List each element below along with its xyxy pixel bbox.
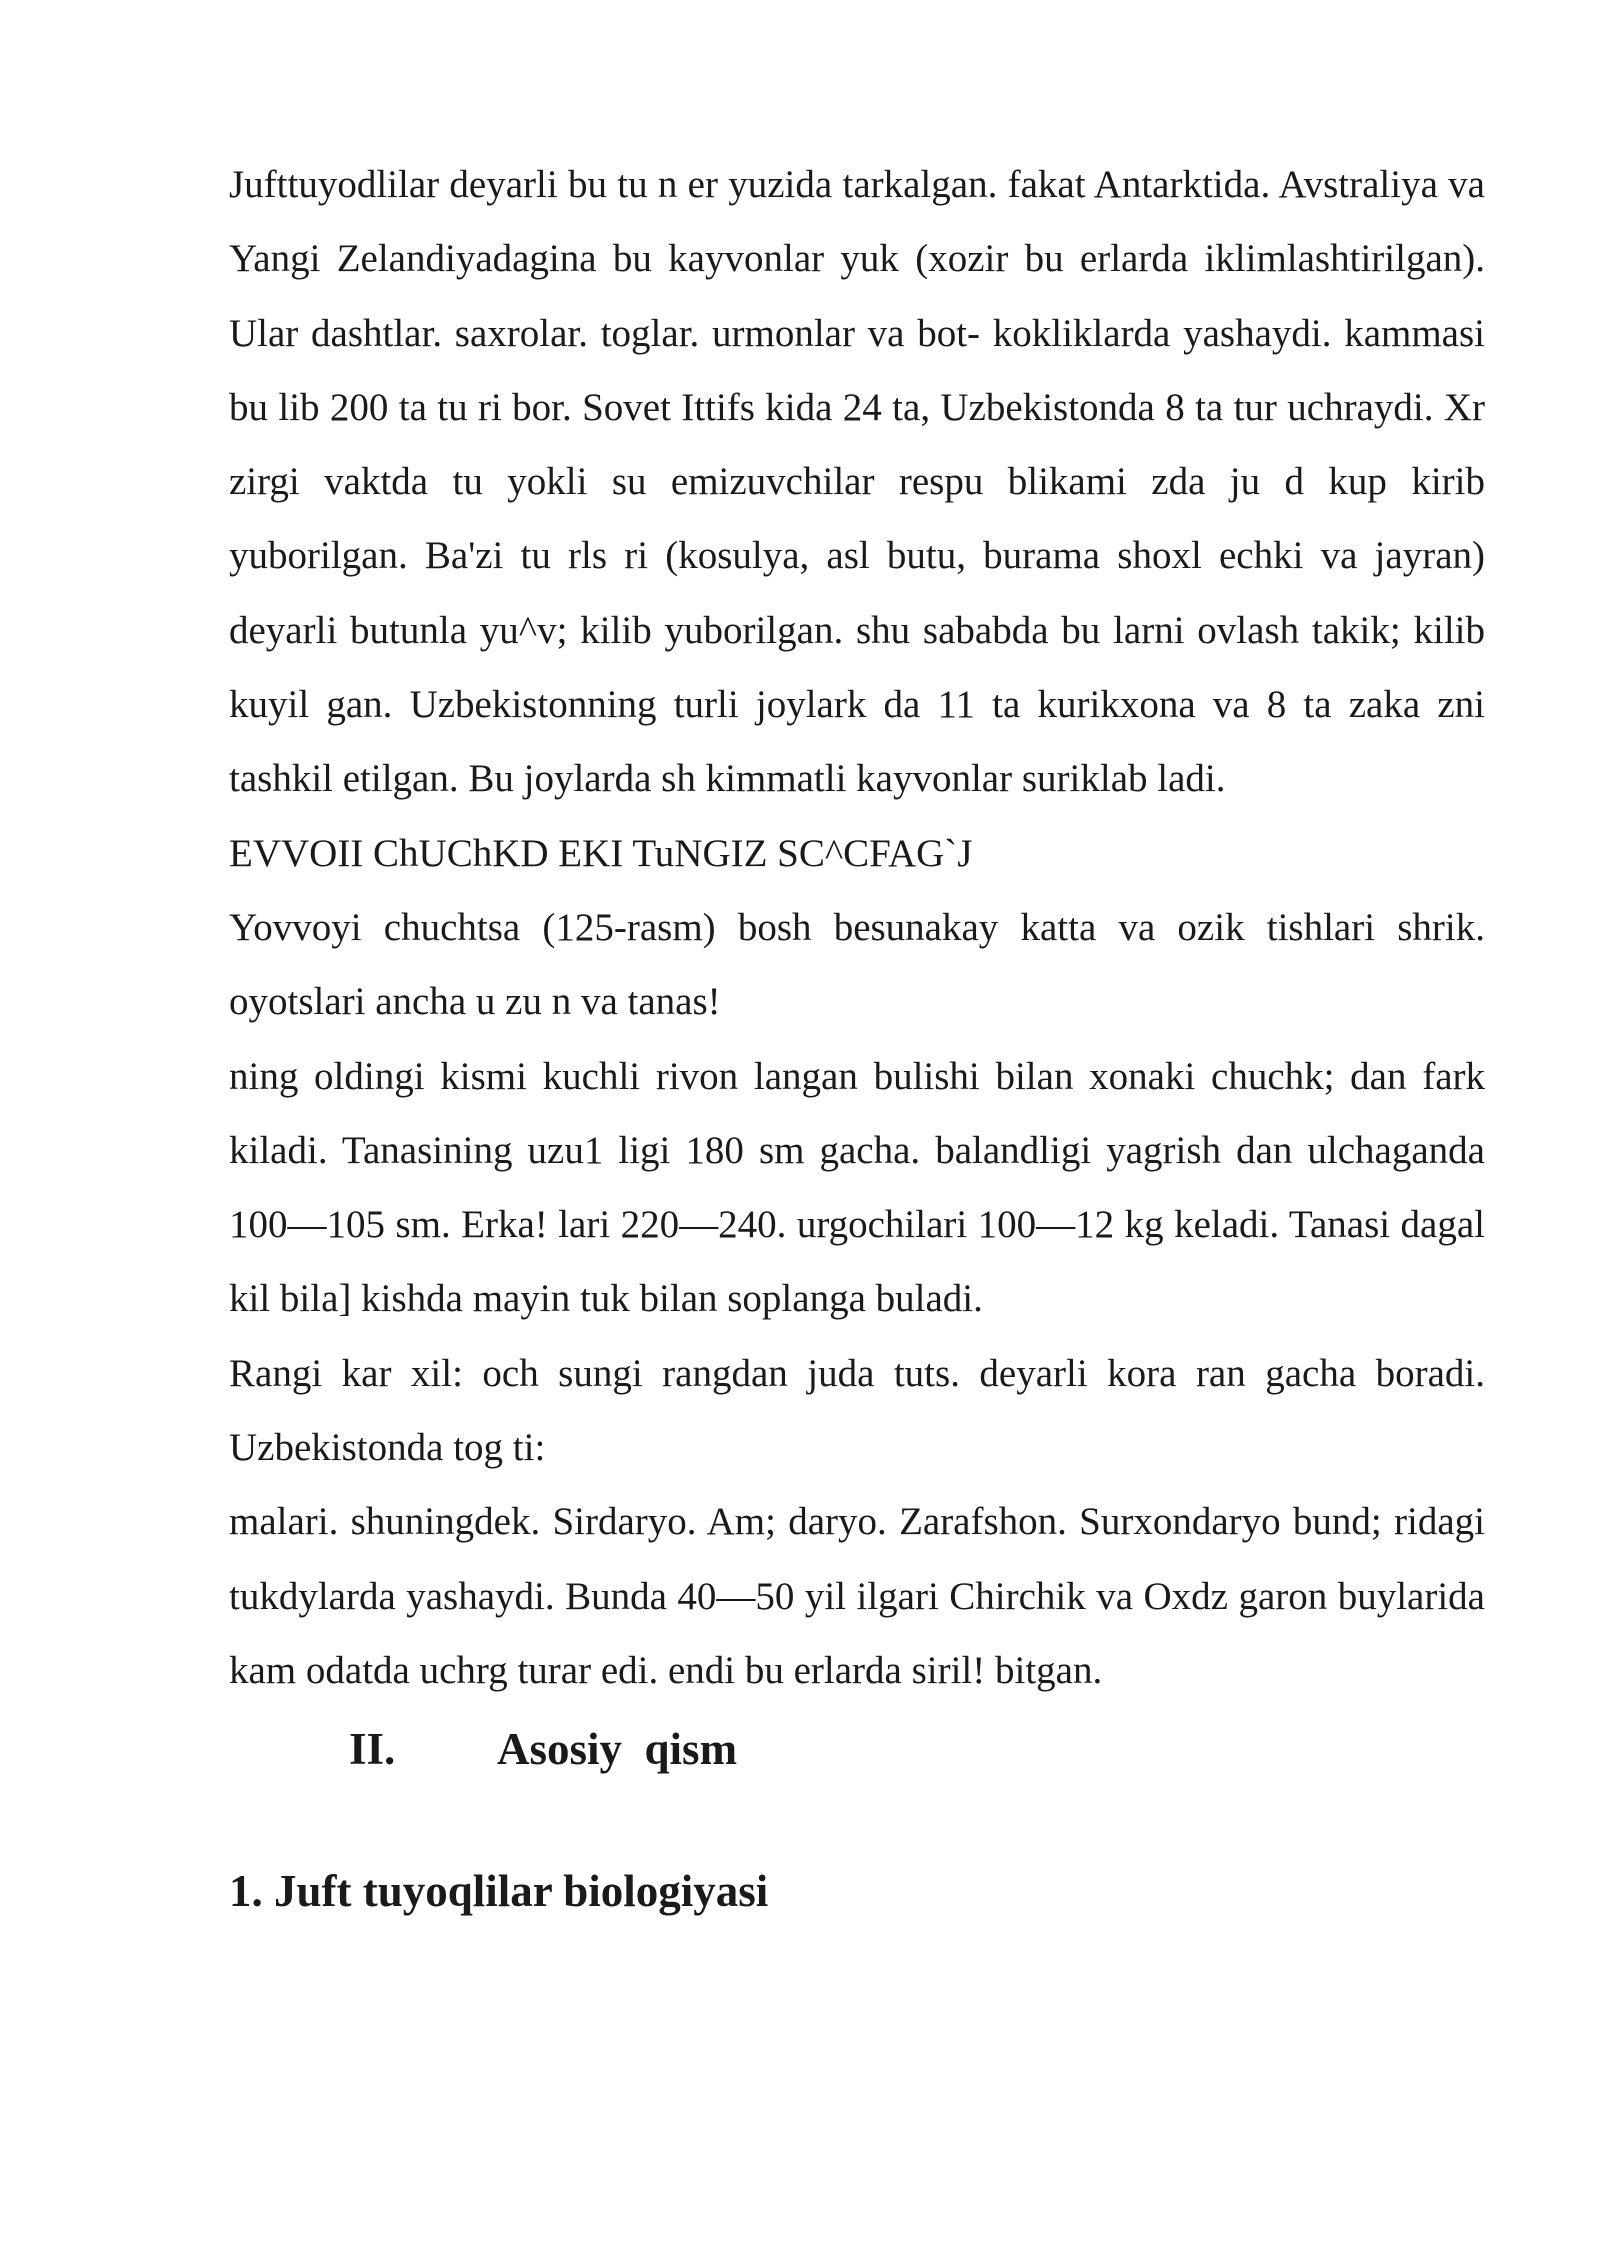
- section-number: II.: [349, 1724, 396, 1775]
- paragraph-coloration: Rangi kar xil: och sungi rangdan juda tuts. deyarli kora ran gacha boradi. Uzbekistonda tog ti:: [229, 1351, 1485, 1470]
- subsection-heading: 1. Juft tuyoqlilar biologiyasi: [229, 1866, 769, 1917]
- paragraph-habitat: malari. shuningdek. Sirdaryo. Am; daryo. Zarafshon. Surxondaryo bund; ridagi tukdylarda yashaydi. Bunda 40—50 yil ilgari Chirchik va Oxdz garon buylarida kam odatda uchrg turar edi. endi bu erlarda siril! bitgan.: [229, 1500, 1485, 1692]
- section-heading: [229, 1712, 1485, 1786]
- document-page: [229, 148, 1485, 1928]
- paragraph-distribution: Jufttuyodlilar deyarli bu tu n er yuzida tarkalgan. fakat Antarktida. Avstraliya va Yangi Zelandiyadagina bu kayvonlar yuk (xozir bu erlarda iklimlashtirilgan). Ular dashtlar. saxrolar. toglar. urmonlar va bot- kokliklarda yashaydi. kammasi bu lib 200 ta tu ri bor. Sovet Ittifs kida 24 ta, Uzbekistonda 8 ta tur uchraydi. Xr zirgi vaktda tu yokli su emizuvchilar respu blikami zda ju d kup kirib yuborilgan. Ba'zi tu rls ri (kosulya, asl butu, burama shoxl echki va jayran) deyarli butunla yu^v; kilib yuborilgan. shu sababda bu larni ovlash takik; kilib kuyil gan. Uzbekistonning turli joylark da 11 ta kurikxona va 8 ta zaka zni tashkil etilgan. Bu joylarda sh kimmatli kayvonlar suriklab ladi.: [229, 163, 1485, 801]
- paragraph-heading-line: EVVOII ChUChKD EKI TuNGIZ SC^CFAG`J: [229, 831, 973, 875]
- paragraph-wild-boar-body: ning oldingi kismi kuchli rivon langan bulishi bilan xonaki chuchk; dan fark kiladi. Tanasining uzu1 ligi 180 sm gacha. balandligi yagrish dan ulchaganda 100—105 sm. Erka! lari 220—240. urgochilari 100—12 kg keladi. Tanasi dagal kil bila] kishda mayin tuk bilan soplanga buladi.: [229, 1054, 1485, 1321]
- paragraph-wild-boar-intro: Yovvoyi chuchtsa (125-rasm) bosh besunakay katta va ozik tishlari shrik. oyotslari ancha u zu n va tanas!: [229, 905, 1485, 1024]
- section-title: Asosiy qism: [497, 1724, 738, 1775]
